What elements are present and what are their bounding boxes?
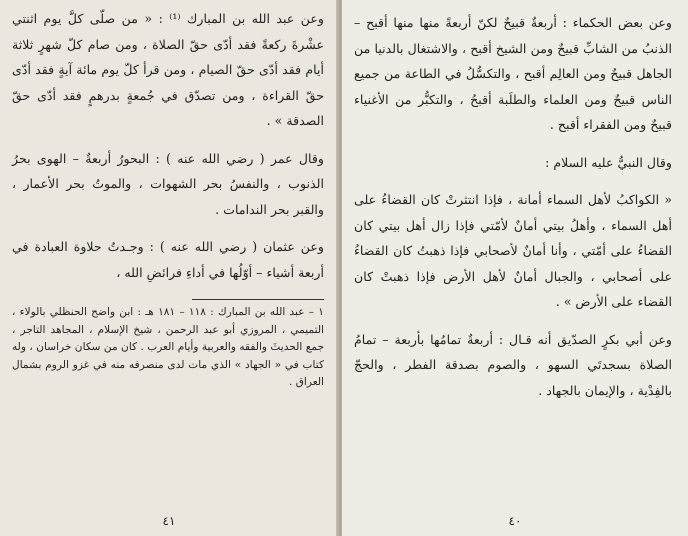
left-page (0, 0, 338, 536)
footnote: ١ – عبد الله بن المبارك : ١١٨ – ١٨١ هـ : ابن واضح الحنظلي بالولاء ، التميمي ، المروزي أبو عبد الرحمن ، شيخ الإسلام ، المجاهد التاجر ، جمع الحديثَ والفقه والعربية وأيام العرب . كان من سكان خراسان ، وله كتاب في « الجهاد » الذي مات لدى منصرفه منه في غزو الروم بشمال العراق . (12, 306, 324, 389)
page-number-left: ٤١ (162, 514, 176, 528)
right-page (342, 0, 688, 536)
paragraph-wise-men: وعن بعض الحكماء : أربعةٌ قبيحٌ لكنّ أربعةً منها منها أقبح – الذنبُ من الشابِّ قبيحٌ ومن الشيخ أقبح ، والاشتغال بالدنيا من الجاهل قبيحٌ ومن العالِم أقبح ، والتكسُّلُ في الطاعة من جميع الناس قبيحٌ ومن العلماء والطلَبة أقبحُ ، والتكبُّر من الأغنياء قبيحٌ ومن الفقراء أقبح . (354, 15, 672, 132)
paragraph-uthman: وعن عثمان ( رضي الله عنه ) : وجـدتُ حلاوة العبادة في أربعة أشياء – أوّلُها في أداءِ فرائضِ الله ، (12, 239, 324, 280)
footnote-divider (192, 299, 324, 300)
paragraph-abu-bakr: وعن أبي بكرٍ الصدّيق أنه قـال : أربعةٌ تمامُها بأربعة – تمامُ الصلاة بسجدتَي السهو ، والصوم بصدقة الفطر ، والحجّ بالفِدْية ، والإيمان بالجهاد . (354, 331, 672, 398)
paragraph-prophet-intro: وقال النبيُّ عليه السلام : (545, 154, 672, 170)
paragraph-ibn-mubarak: وعن عبد الله بن المبارك ⁽¹⁾ : « من صلّى كلَّ يوم اثنتي عشْرةَ ركعةً فقد أدّى حقّ الصلاة ، ومن صام كلّ شهرٍ ثلاثة أيام فقد أدّى حقّ الصيام ، ومن قرأ كلّ يوم مائة آيةٍ فقد أدّى حقّ القراءة ، ومن تصدّق في جُمعةٍ بدرهمٍ فقد أدّى حقّ الصدقة » . (12, 11, 324, 128)
paragraph-hadith: « الكواكبُ لأهل السماء أمانة ، فإذا انتثرتْ كان القضاءُ على أهل السماء ، وأهلُ بيتي أمانٌ لأمّتي فإذا زال أهل بيتي كان القضاءُ على أمّتي ، وأنا أمانٌ لأصحابي فإذا ذهبتُ كان القضاءُ على أصحابي ، والجبال أمانٌ لأهل الأرض فإذا ذهبتْ كان القضاء على الأرض » . (354, 192, 672, 309)
page-number-right: ٤٠ (508, 514, 522, 528)
paragraph-umar: وقال عمر ( رضي الله عنه ) : البحورُ أربعةٌ – الهوى بحرُ الذنوب ، والنفسُ بحر الشهوات ، والموتُ بحر الأعمار ، والقبر بحر الندامات . (12, 150, 324, 217)
